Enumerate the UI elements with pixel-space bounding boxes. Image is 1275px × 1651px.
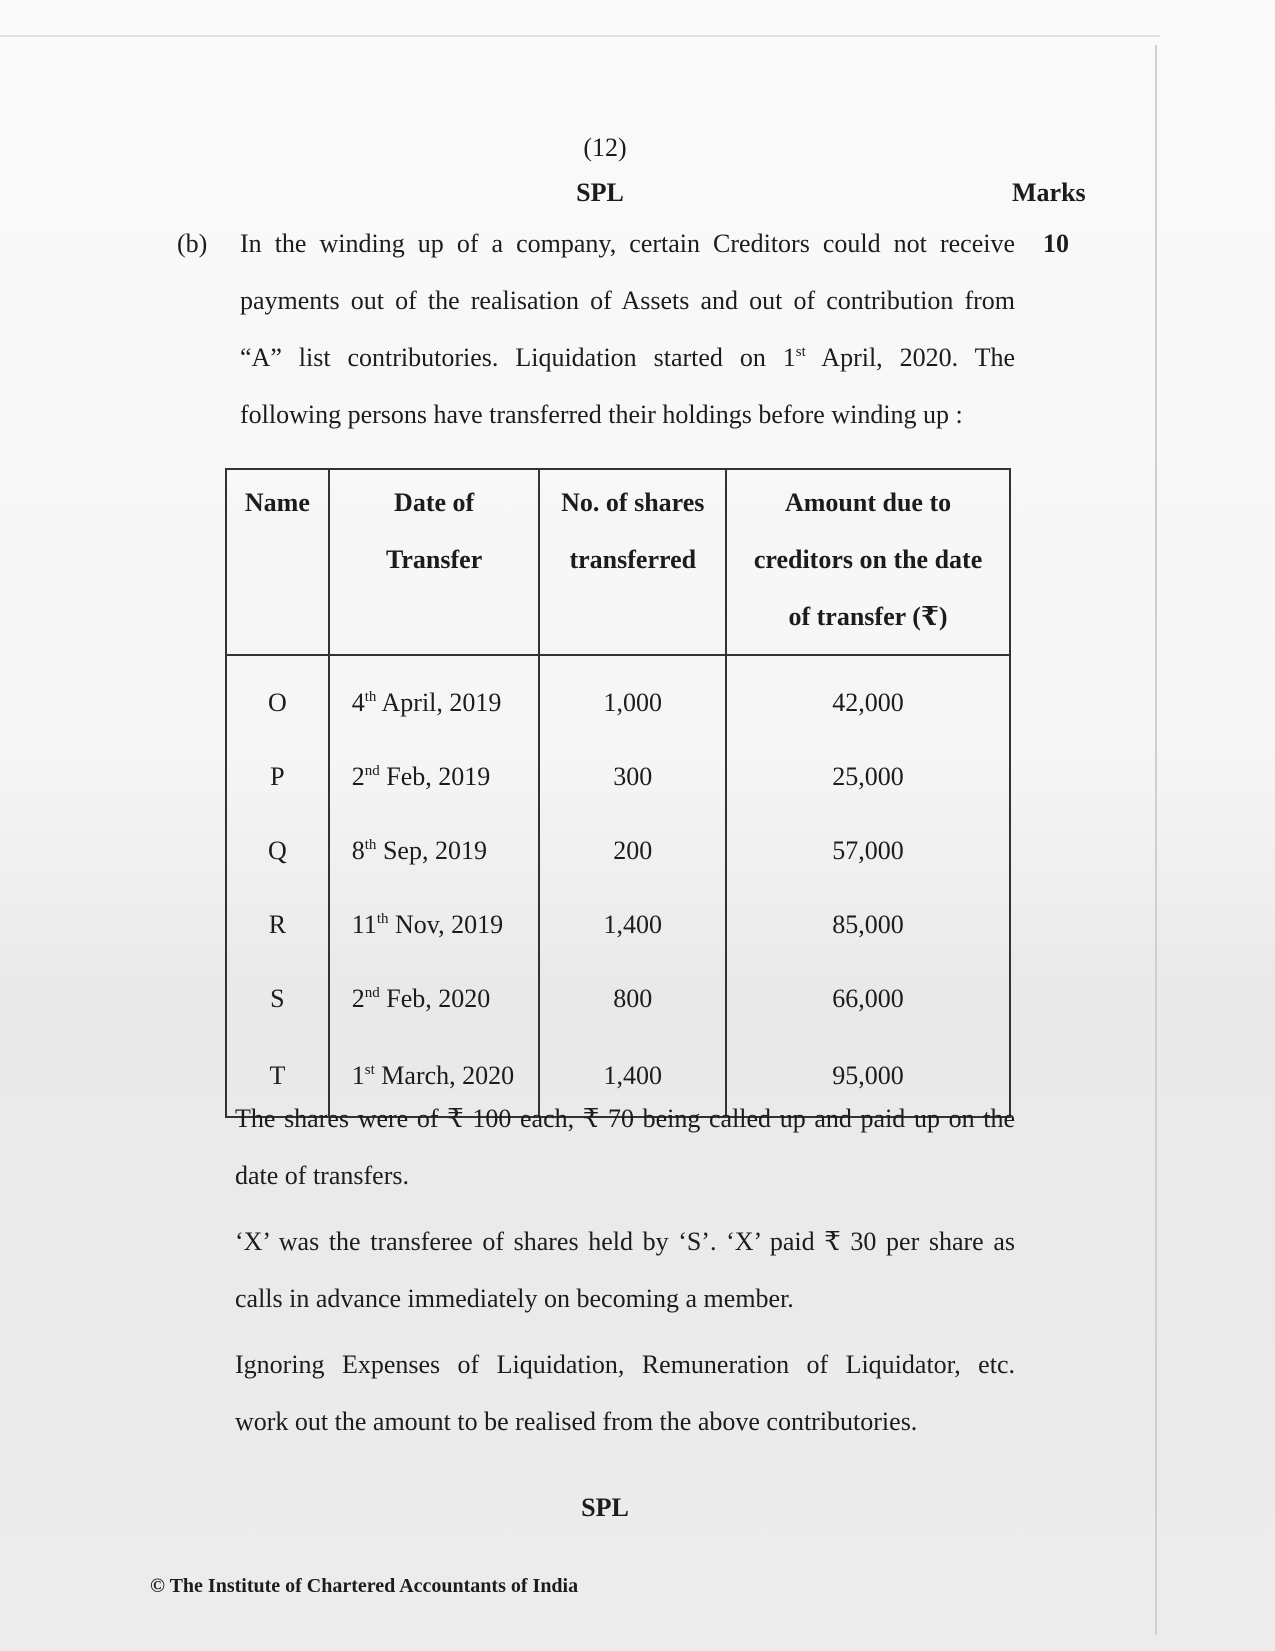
table-header-row [226, 469, 1010, 655]
p2-line-1: ‘X’ was the transferee of shares held by ‘S’. ‘X’ paid ₹ 30 per share as [235, 1227, 1015, 1256]
cell-date: 11th Nov, 2019 [329, 888, 540, 962]
cell-shares: 200 [539, 814, 726, 888]
cell-name: T [226, 1036, 329, 1117]
cell-shares: 1,400 [539, 888, 726, 962]
table-row [226, 888, 1010, 962]
paragraph-share-value [235, 1090, 1015, 1204]
cell-date: 1st March, 2020 [329, 1036, 540, 1117]
scan-edge-right [1155, 45, 1157, 1635]
copyright-notice: © The Institute of Chartered Accountants of India [150, 1575, 579, 1597]
cell-name: O [226, 655, 329, 740]
header-amount: Amount due to creditors on the date of transfer (₹) [726, 469, 1010, 655]
header-code: SPL [576, 178, 624, 207]
cell-shares: 300 [539, 740, 726, 814]
paragraph-instruction [235, 1336, 1015, 1450]
cell-name: S [226, 962, 329, 1036]
page-number: (12) [583, 133, 627, 162]
intro-line-2: payments out of the realisation of Assets and out of contribution from [240, 286, 1015, 315]
cell-date: 8th Sep, 2019 [329, 814, 540, 888]
cell-shares: 1,000 [539, 655, 726, 740]
cell-name: Q [226, 814, 329, 888]
intro-line-1: In the winding up of a company, certain Creditors could not receive [240, 229, 1015, 258]
table-row [226, 962, 1010, 1036]
cell-date: 4th April, 2019 [329, 655, 540, 740]
cell-amount: 95,000 [726, 1036, 1010, 1117]
intro-line-3: “A” list contributories. Liquidation started on 1st April, 2020. The [240, 343, 1015, 372]
cell-amount: 57,000 [726, 814, 1010, 888]
transfer-table [225, 468, 1011, 1118]
p3-line-2: work out the amount to be realised from the above contributories. [235, 1407, 918, 1436]
cell-date: 2nd Feb, 2020 [329, 962, 540, 1036]
question-label: (b) [177, 229, 208, 258]
footer-code: SPL [581, 1493, 629, 1522]
cell-amount: 25,000 [726, 740, 1010, 814]
scan-edge-top [0, 35, 1160, 37]
cell-name: R [226, 888, 329, 962]
header-name: Name [226, 469, 329, 655]
p3-line-1: Ignoring Expenses of Liquidation, Remuneration of Liquidator, etc. [235, 1350, 1015, 1379]
cell-amount: 66,000 [726, 962, 1010, 1036]
p1-line-2: date of transfers. [235, 1161, 409, 1190]
cell-name: P [226, 740, 329, 814]
p1-line-1: The shares were of ₹ 100 each, ₹ 70 being called up and paid up on the [235, 1104, 1015, 1133]
cell-amount: 85,000 [726, 888, 1010, 962]
question-intro [240, 215, 1015, 443]
table-row [226, 655, 1010, 740]
header-date: Date of Transfer [329, 469, 540, 655]
header-shares: No. of shares transferred [539, 469, 726, 655]
p2-line-2: calls in advance immediately on becoming a member. [235, 1284, 794, 1313]
question-marks: 10 [1043, 229, 1069, 258]
cell-amount: 42,000 [726, 655, 1010, 740]
cell-shares: 1,400 [539, 1036, 726, 1117]
cell-date: 2nd Feb, 2019 [329, 740, 540, 814]
paragraph-transferee [235, 1213, 1015, 1327]
marks-label: Marks [1012, 178, 1086, 207]
intro-line-4: following persons have transferred their holdings before winding up : [240, 400, 963, 429]
table-row [226, 814, 1010, 888]
table-row [226, 740, 1010, 814]
cell-shares: 800 [539, 962, 726, 1036]
